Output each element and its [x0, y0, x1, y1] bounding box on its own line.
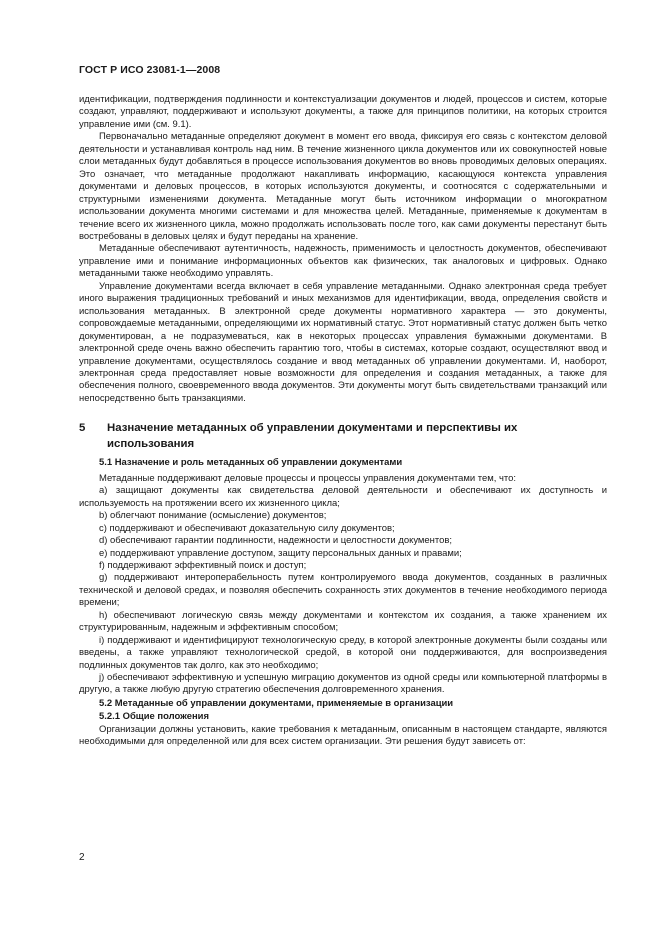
section-5-1-lead: Метаданные поддерживают деловые процессы и процессы управления документами тем, что: — [99, 472, 516, 484]
paragraph-continued: идентификации, подтверждения подлинности и контекстуализации документов и людей, процессов и систем, которые создают, управляют, поддерживают и используют документы, а также для принципов политики, на которых строится управление ими (см. 9.1). — [79, 94, 607, 130]
section-5-2-1-heading: 5.2.1 Общие положения — [99, 711, 209, 723]
section-5-number: 5 — [79, 422, 86, 435]
list-item-f: f) поддерживают эффективный поиск и доступ; — [99, 559, 307, 571]
section-5-title: Назначение метаданных об управлении документами и перспективы их использования — [107, 422, 518, 450]
paragraph-metadata-authenticity: Метаданные обеспечивают аутентичность, надежность, применимость и целостность документов, обеспечивают управление ими и понимание информационных объектов как физических, так аналоговых и цифровых. Однако метаданными также необходимо управлять. — [79, 243, 607, 280]
list-item-h: h) обеспечивают логическую связь между документами и контекстом их создания, а также хранением их структурированным, надежным и эффективным способом; — [79, 609, 607, 634]
section-5-2-1-text: Организации должны установить, какие требования к метаданным, описанным в настоящем стандарте, являются необходимыми для определенной или для всех систем организации. Эти решения будут зависеть от: — [79, 723, 607, 748]
section-5-2-heading: 5.2 Метаданные об управлении документами, применяемые в организации — [99, 697, 454, 709]
section-5-1-heading: 5.1 Назначение и роль метаданных об управлении документами — [99, 457, 403, 469]
page-number: 2 — [79, 852, 85, 863]
section-5-heading — [79, 421, 607, 452]
list-item-g: g) поддерживают интероперабельность путем контролируемого ввода документов, созданных в различных технической и деловой средах, и позволяя обеспечить сохранность этих документов в течение необходимого периода времени; — [79, 572, 607, 609]
list-item-j: j) обеспечивают эффективную и успешную миграцию документов из одной среды или компьютерной платформы в другую, а также любую другую стратегию обеспечения долговременного хранения. — [79, 672, 607, 696]
document-body — [79, 94, 607, 749]
list-item-d: d) обеспечивают гарантии подлинности, надежности и целостности документов; — [99, 535, 452, 547]
document-header: ГОСТ Р ИСО 23081-1—2008 — [79, 64, 221, 76]
list-item-i: i) поддерживают и идентифицируют технологическую среду, в которой электронные документы были созданы или введены, а также управляют технологической средой, в которой они поддерживаются, для воспроизведения подлинных документов так долго, как это необходимо; — [79, 634, 607, 671]
list-item-c: c) поддерживают и обеспечивают доказательную силу документов; — [99, 522, 395, 534]
paragraph-electronic-environment: Управление документами всегда включает в себя управление метаданными. Однако электронная среда требует иного выражения традиционных требований и иных механизмов для идентификации, ввода, определения свойств и использования метаданных. В электронной среде документы нормативного характера — это документы, сопровождаемые метаданными, определяющими их нормативный статус. Этот нормативный статус должен быть четко документирован, а не подразумеваться, как в некоторых процессах управления бумажными документами. В электронной среде очень важно обеспечить гарантию того, чтобы в системах, которые создают, осуществляют ввод и управление документами, осуществлялось создание и ввод метаданных об управлении документами. И, наоборот, электронная среда предоставляет новые возможности для определения и создания метаданных, а также для обеспечения полного, своевременного ввода документов. Эти документы могут быть свидетельствами транзакций или непосредственно быть транзакциями. — [79, 280, 607, 404]
list-item-a: a) защищают документы как свидетельства деловой деятельности и обеспечивают их доступность и используемость на протяжении всего их жизненного цикла; — [79, 485, 607, 509]
list-item-e: e) поддерживают управление доступом, защиту персональных данных и правами; — [99, 547, 462, 559]
list-item-b: b) облегчают понимание (осмысление) документов; — [99, 510, 327, 522]
paragraph-metadata-capture: Первоначально метаданные определяют документ в момент его ввода, фиксируя его связь с контекстом деловой деятельности и устанавливая контроль над ним. В течение жизненного цикла документов или их совокупностей новые слои метаданных будут добавляться в процессе использования документов во вновь проводимых деловых операциях. Это означает, что метаданные продолжают накапливать информацию, касающуюся контекста управления документами и деловых процессов, в которых используются документы, и соотносятся с содержательными и структурными изменениями документа. Метаданные могут быть источником информации о многократном использовании документа многими системами и для множества целей. Метаданные, применяемые к документам в течение всего их жизненного цикла, можно продолжать использовать после того, как сами документы перестанут быть востребованы в деловых целях и будут переданы на хранение. — [79, 131, 607, 242]
